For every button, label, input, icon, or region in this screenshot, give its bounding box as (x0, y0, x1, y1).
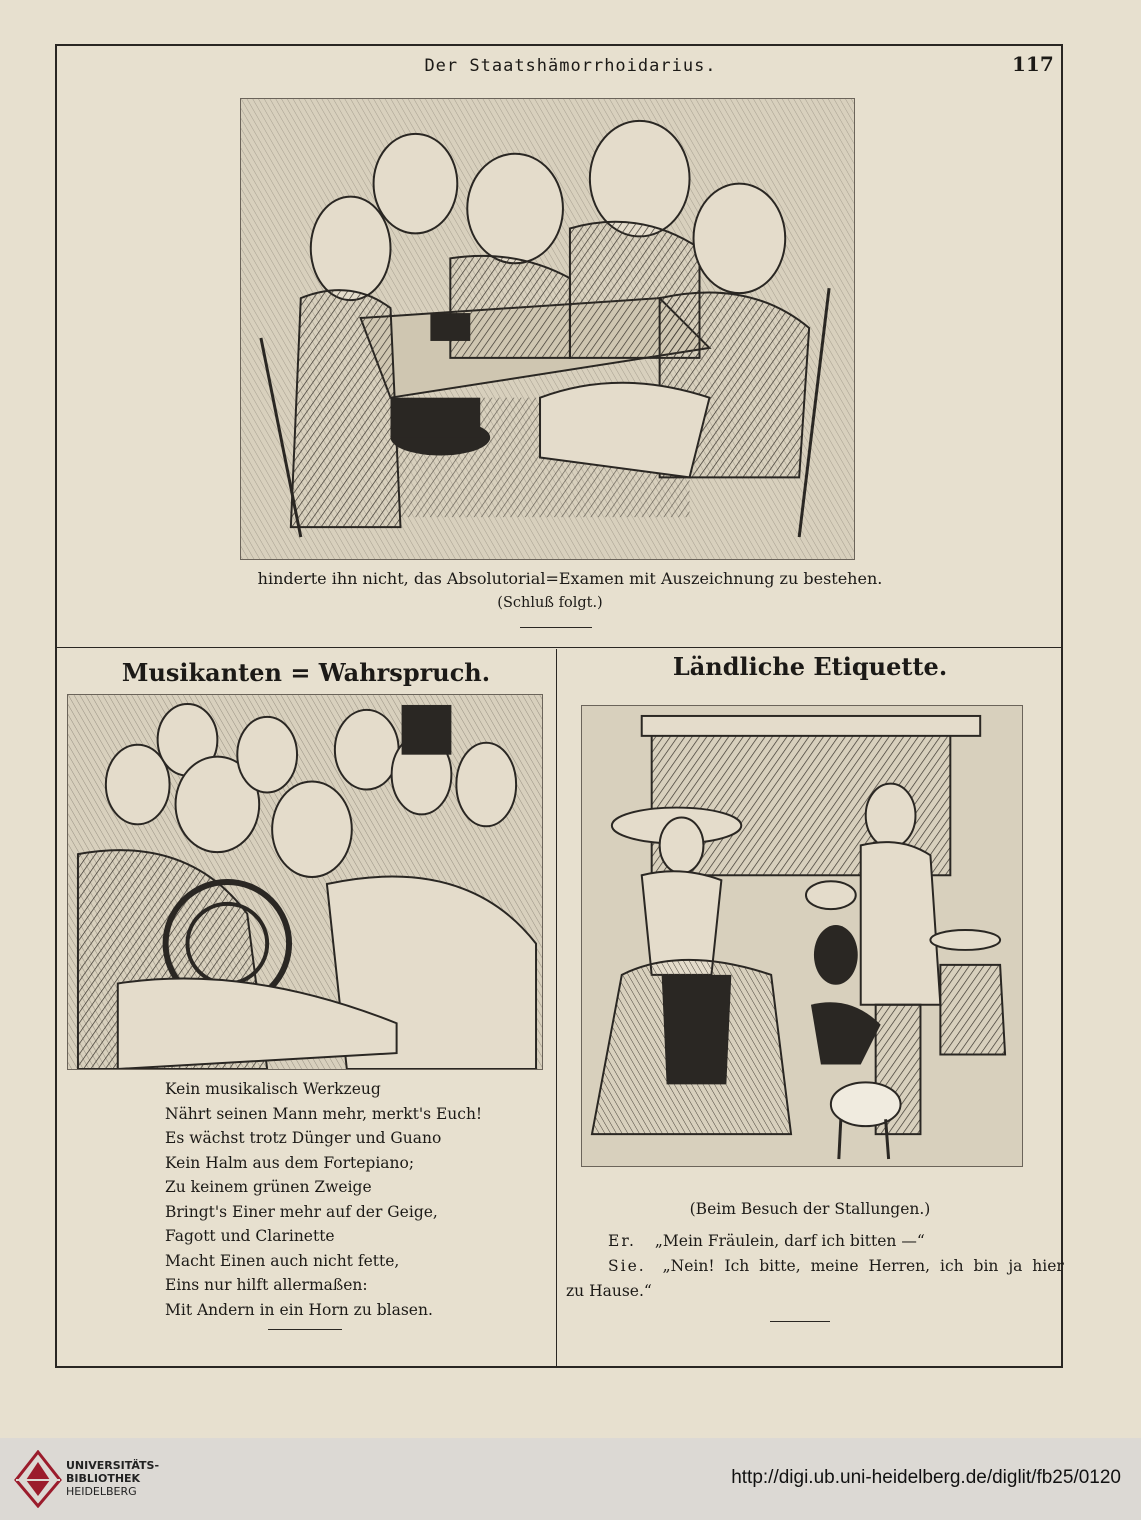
dialog-text: „Mein Fräulein, darf ich bitten —“ (654, 1232, 925, 1250)
poem-line: Fagott und Clarinette (165, 1227, 335, 1245)
poem-line: Eins nur hilft allermaßen: (165, 1276, 368, 1294)
illustration-musicians (67, 694, 543, 1070)
stage-direction: (Beim Besuch der Stallungen.) (689, 1200, 931, 1218)
top-caption: hinderte ihn nicht, das Absolutorial=Examen mit Auszeichnung zu bestehen. (257, 569, 883, 588)
divider (520, 627, 592, 628)
poem-line: Kein musikalisch Werkzeug (165, 1080, 381, 1098)
library-name: UNIVERSITÄTS- BIBLIOTHEK HEIDELBERG (66, 1459, 160, 1498)
illustration-table-scene (240, 98, 855, 560)
dialog-end-rule (770, 1321, 830, 1322)
left-section-title: Musikanten = Wahrspruch. (121, 658, 491, 687)
section-divider (57, 647, 1061, 648)
university-logo-icon (14, 1450, 62, 1508)
poem-line: Macht Einen auch nicht fette, (165, 1251, 400, 1270)
poem-line: Nährt seinen Mann mehr, merkt's Euch! (165, 1104, 483, 1123)
continued-note: (Schluß folgt.) (497, 595, 603, 611)
poem-line: Kein Halm aus dem Fortepiano; (165, 1153, 415, 1172)
page-number: 117 (1012, 52, 1054, 76)
column-divider (556, 649, 557, 1367)
poem (165, 1077, 482, 1322)
dialog-continuation: zu Hause.“ (566, 1282, 652, 1300)
poem-line: Es wächst trotz Dünger und Guano (165, 1129, 442, 1147)
illustration-stable-visit (581, 705, 1023, 1167)
right-section-title: Ländliche Etiquette. (672, 652, 948, 681)
poem-end-rule (268, 1329, 342, 1330)
poem-line: Bringt's Einer mehr auf der Geige, (165, 1202, 438, 1221)
library-footer (0, 1438, 1141, 1520)
dialog-line-1 (608, 1229, 925, 1253)
speaker-label: Er. (608, 1232, 636, 1250)
source-url-link[interactable]: http://digi.ub.uni-heidelberg.de/diglit/fb25/0120 (731, 1467, 1121, 1488)
running-title: Der Staatshämorrhoidarius. (424, 56, 717, 76)
poem-line: Zu keinem grünen Zweige (165, 1178, 372, 1196)
speaker-label: Sie. (608, 1257, 646, 1275)
poem-line: Mit Andern in ein Horn zu blasen. (165, 1300, 433, 1319)
dialog-text: „Nein! Ich bitte, meine Herren, ich bin ja hier (662, 1257, 1064, 1275)
dialog-line-2 (608, 1254, 1064, 1278)
